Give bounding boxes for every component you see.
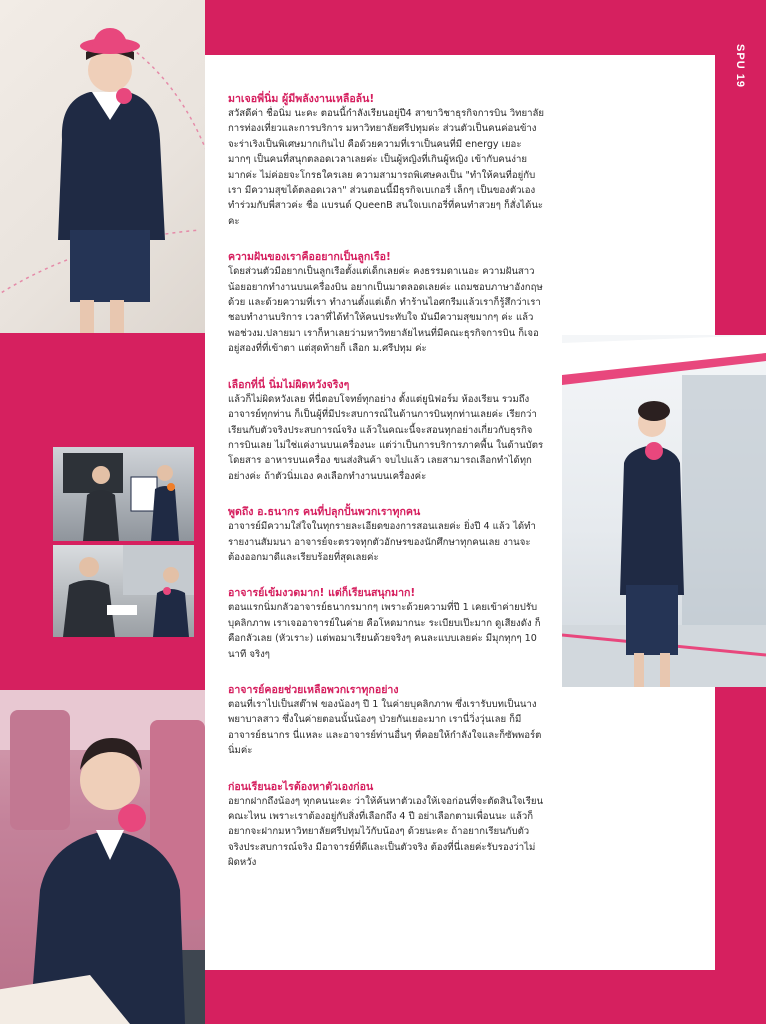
section-title: ความฝันของเราคืออยากเป็นลูกเรือ! — [228, 251, 391, 264]
section-advice — [228, 780, 544, 871]
section-body: อาจารย์มีความใส่ใจในทุกรายละเอียดของการสอนเลยค่ะ ยิ่งปี 4 แล้ว ได้ทำรายงานสัมมนา อาจารย์จะตรวจทุกตัวอักษรของนักศึกษาทุกคนเลย งานจะต้องออกมาดีและเรียบร้อยที่สุดเลยค่ะ — [228, 521, 536, 563]
photo-attendant-standing-illustration — [562, 335, 766, 687]
section-instructor — [228, 505, 544, 565]
section-body: ตอนแรกนิ่มกลัวอาจารย์ธนากรมากๆ เพราะด้วยความที่ปี 1 เคยเข้าค่ายปรับบุคลิกภาพ เราเจออาจารย์ในค่าย คือโหดมากนะ ระเบียบเป๊ะมาก ดูเสียงดัง ก็คือกลัวเลย (หัวเราะ) แต่พอมาเรียนด้วยจริงๆ คนละแบบเลยค่ะ มีมุกทุกๆ 10 นาที จริงๆ — [228, 602, 541, 660]
photo-attendant-hat — [0, 0, 205, 333]
section-support — [228, 683, 544, 759]
section-body: ตอนที่เราไปเป็นสต๊าฟ ของน้องๆ ปี 1 ในค่ายบุคลิกภาพ ซึ่งเรารับบทเป็นนางพยาบาลสาว ซึ่งในค่ายตอนนั้นน้องๆ ป่วยกันเยอะมาก เรานี่วิ่งวุ่นเลย ก็มีอาจารย์ธนากร นี่แหละ และอาจารย์ท่านอื่นๆ ที่คอยให้กำลังใจและก็ซัพพอร์ตนิ่มค่ะ — [228, 698, 542, 757]
section-dream — [228, 250, 544, 356]
photo-attendant-hat-illustration — [0, 0, 205, 333]
photo-instructor-review-illustration — [53, 545, 194, 637]
page-number-label: SPU 19 — [733, 44, 746, 88]
photo-instructor-award-illustration — [53, 447, 194, 541]
photo-attendant-cabin-illustration — [0, 690, 205, 1024]
photo-instructor-review — [53, 545, 194, 637]
article-body — [228, 92, 544, 892]
photo-instructor-award — [53, 447, 194, 541]
section-intro — [228, 92, 544, 229]
page-number — [733, 40, 752, 100]
section-title: อาจารย์เข้มงวดมาก! แต่ก็เรียนสนุกมาก! — [228, 587, 416, 600]
section-title: ก่อนเรียนอะไรต้องหาตัวเองก่อน — [228, 780, 374, 793]
section-title: เลือกที่นี่ นิ่มไม่ผิดหวังจริงๆ — [228, 378, 350, 391]
section-choice — [228, 378, 544, 484]
photo-attendant-standing — [562, 335, 766, 687]
section-title: อาจารย์คอยช่วยเหลือพวกเราทุกอย่าง — [228, 683, 399, 696]
section-body: สวัสดีค่า ชื่อนิ่ม นะคะ ตอนนี้กำลังเรียนอยู่ปี4 สาขาวิชาธุรกิจการบิน วิทยาลัยการท่องเที่ยวและการบริการ มหาวิทยาลัยศรีปทุมค่ะ ส่วนตัวเป็นคนค่อนข้างจะร่าเริงเป็นพิเศษมากเกินไป คือด้วยความที่เราเป็นคนที่มี energy เยอะมากๆ เป็นคนที่สนุกตลอดเวลาเลยค่ะ เป็นผู้หญิงที่เกินผู้หญิง เข้ากับคนง่ายมากค่ะ ไม่ค่อยจะโกรธใครเลย ความสามารถพิเศษคงเป็น "ทำให้คนที่อยู่กับเรา มีความสุขได้ตลอดเวลา" ส่วนตอนนี้มีธุรกิจเบเกอรี่ เล็กๆ เป็นของตัวเอง ทำร่วมกับพี่สาวค่ะ ชื่อ แบรนด์ QueenB สนใจเบเกอรี่ที่คนทำสวยๆ ก็สั่งได้นะคะ — [228, 108, 545, 227]
section-body: อยากฝากถึงน้องๆ ทุกคนนะคะ ว่าให้ค้นหาตัวเองให้เจอก่อนที่จะตัดสินใจเรียนคณะไหน เพราะเราต้องอยู่กับสิ่งที่เลือกถึง 4 ปี อย่าเลือกตามเพื่อนนะ แล้วก็อยากจะฝากมหาวิทยาลัยศรีปทุมไว้กับน้องๆ ด้วยนะคะ ถ้าอยากเรียนกับตัวจริงประสบการณ์จริง มีอาจารย์ที่ดีและเป็นตัวจริง ต้องที่นี่เลยค่ะรับรองว่าไม่ผิดหวัง — [228, 795, 544, 869]
section-body: แล้วก็ไม่ผิดหวังเลย ที่นี่ตอบโจทย์ทุกอย่าง ตั้งแต่ยูนิฟอร์ม ห้องเรียน รวมถึงอาจารย์ทุกท่าน ก็เป็นผู้ที่มีประสบการณ์ในด้านการบินทุกท่านเลยค่ะ เรียกว่าเรียนกับตัวจริงประสบการณ์จริง แล้วในคณะนี้จะสอนทุกอย่างเกี่ยวกับธุรกิจการบินเลย ไม่ใช่แค่งานบนเครื่องนะ แต่ว่าเป็นการบริการภาคพื้น ในด้านบัตรโดยสาร อาหารบนเครื่อง ขนส่งสินค้า จบไปแล้ว เลยสามารถเลือกทำได้ทุกอย่างค่ะ ถ้าตัวนิ่มเอง คงเลือกทำงานบนเครื่องค่ะ — [228, 393, 544, 482]
section-title: มาเจอพี่นิ่ม ผู้มีพลังงานเหลือล้น! — [228, 93, 375, 105]
section-title: พูดถึง อ.ธนากร คนที่ปลุกปั้นพวกเราทุกคน — [228, 506, 421, 519]
section-body: โดยส่วนตัวมีอยากเป็นลูกเรือตั้งแต่เด็กเลยค่ะ คงธรรมดาเนอะ ความฝันสาวน้อยอยากทำงานบนเครื่องบิน อยากเป็นมาตลอดเลยค่ะ แถมชอบภาษาอังกฤษด้วย และด้วยความที่เรา ทำงานตั้งแต่เด็ก ทำร้านไอศกรีมแล้วเราก็รู้สึกว่าเราชอบทำงานบริการ เวลาที่ได้ทำให้คนประทับใจ มันมีความสุขมากๆ ค่ะ แล้วพอช่วงม.ปลายมา เราก็หาเลยว่ามหาวิทยาลัยไหนที่มีคณะธุรกิจการบิน ก็เจออยู่สองที่ที่เข้าตา แต่สุดท้ายก็ เลือก ม.ศรีปทุม ค่ะ — [228, 266, 543, 355]
photo-attendant-cabin — [0, 690, 205, 1024]
section-strict — [228, 586, 544, 662]
